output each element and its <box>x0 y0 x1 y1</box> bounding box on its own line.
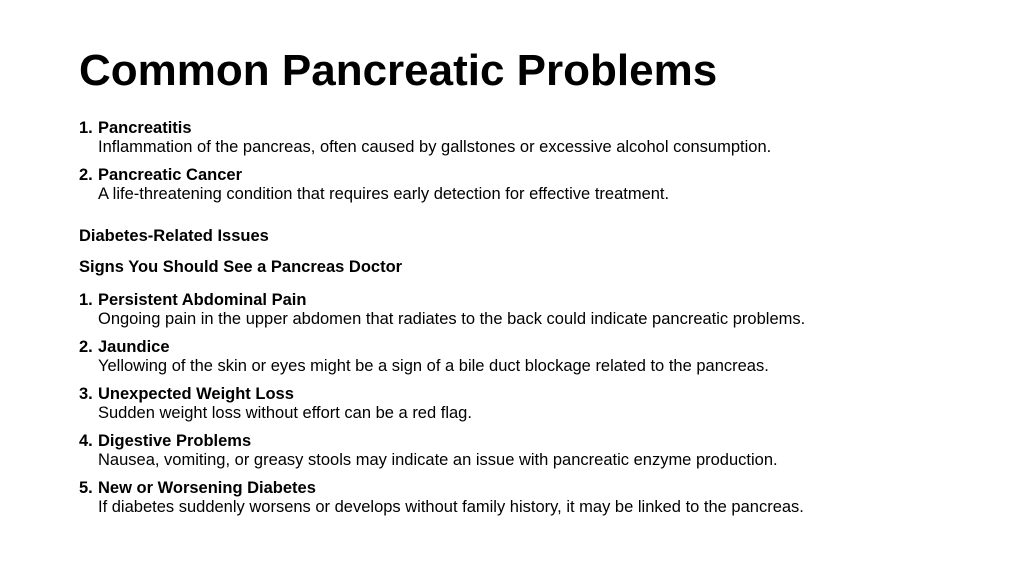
item-number: 1. <box>79 119 93 137</box>
item-title: New or Worsening Diabetes <box>98 479 316 497</box>
item-title: Unexpected Weight Loss <box>98 385 294 403</box>
list-item <box>79 166 771 204</box>
item-title: Jaundice <box>98 338 170 356</box>
signs-list <box>79 291 805 526</box>
problems-list <box>79 119 771 213</box>
item-number: 2. <box>79 338 93 356</box>
item-title: Pancreatic Cancer <box>98 166 242 184</box>
item-title: Pancreatitis <box>98 119 192 137</box>
list-item <box>79 291 805 329</box>
item-description: Nausea, vomiting, or greasy stools may indicate an issue with pancreatic enzyme production. <box>98 451 778 469</box>
diabetes-heading: Diabetes-Related Issues <box>79 227 269 245</box>
list-item <box>79 119 771 157</box>
item-description: Sudden weight loss without effort can be a red flag. <box>98 404 472 422</box>
item-number: 1. <box>79 291 93 309</box>
item-description: If diabetes suddenly worsens or develops without family history, it may be linked to the pancreas. <box>98 498 804 516</box>
list-item <box>79 385 805 423</box>
item-title: Digestive Problems <box>98 432 252 450</box>
item-description: Inflammation of the pancreas, often caused by gallstones or excessive alcohol consumption. <box>98 138 772 156</box>
list-item <box>79 338 805 376</box>
item-number: 5. <box>79 479 93 497</box>
list-item <box>79 479 805 517</box>
item-description: Yellowing of the skin or eyes might be a sign of a bile duct blockage related to the pancreas. <box>98 357 769 375</box>
item-description: A life-threatening condition that requires early detection for effective treatment. <box>98 185 670 203</box>
signs-heading: Signs You Should See a Pancreas Doctor <box>79 258 403 276</box>
list-item <box>79 432 805 470</box>
item-number: 2. <box>79 166 93 184</box>
item-description: Ongoing pain in the upper abdomen that radiates to the back could indicate pancreatic problems. <box>98 310 806 328</box>
item-title: Persistent Abdominal Pain <box>98 291 307 309</box>
item-number: 3. <box>79 385 93 403</box>
slide-title: Common Pancreatic Problems <box>79 46 718 95</box>
item-number: 4. <box>79 432 93 450</box>
